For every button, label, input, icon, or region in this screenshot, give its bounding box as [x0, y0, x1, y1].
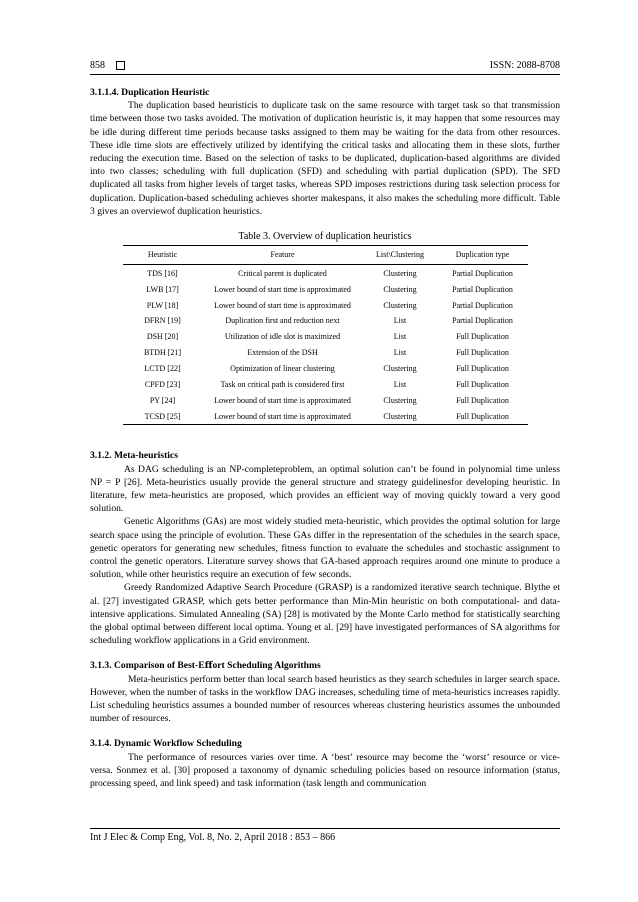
footer-citation: Int J Elec & Comp Eng, Vol. 8, No. 2, April 2018 : 853 – 866 — [90, 832, 336, 843]
page-header — [90, 60, 560, 74]
table-cell: TDS [16] — [147, 268, 178, 278]
paragraph: As DAG scheduling is an NP-completeproblem, an optimal solution can’t be found in polynomial time unless NP = P [26]. Meta-heuristics usually provide the general structure and strategy guidelinesfor developing heuristic. In literature, few meta-heuristics are proposed, which provides an efficient way of moving quickly toward a very good solution. — [90, 463, 560, 515]
page-number: 858 — [90, 60, 105, 71]
table-cell: Full Duplication — [438, 408, 528, 424]
table-cell: Clustering — [383, 395, 417, 405]
table-cell: Task on critical path is considered first — [220, 380, 345, 390]
table-cell: Clustering — [383, 300, 417, 310]
table-cell: Clustering — [383, 284, 417, 294]
table-row — [123, 265, 528, 281]
table-cell: Full Duplication — [456, 364, 509, 374]
table-cell: Duplication first and reduction next — [225, 316, 340, 326]
table-cell: Full Duplication — [456, 332, 509, 342]
table-cell: LWB [17] — [146, 284, 179, 294]
table-cell: Clustering — [363, 408, 438, 424]
section-heading-comparison: 3.1.3. Comparison of Best-Eﬀort Scheduling Algorithms — [90, 660, 321, 672]
table-cell: Optimization of linear clustering — [230, 364, 335, 374]
table-cell: Clustering — [383, 268, 417, 278]
table-cell: Lower bound of start time is approximated — [214, 300, 351, 310]
column-header: Duplication type — [438, 246, 528, 265]
table-cell: Partial Duplication — [452, 268, 513, 278]
table-cell: Extension of the DSH — [247, 348, 318, 358]
table-cell: BTDH [21] — [143, 348, 182, 358]
table-cell: CPFD [23] — [144, 380, 181, 390]
table-cell: Lower bound of start time is approximated — [214, 395, 351, 405]
table-cell: Partial Duplication — [452, 316, 513, 326]
table-cell: List — [393, 316, 407, 326]
column-header: List\Clustering — [363, 246, 438, 265]
table-row — [123, 329, 528, 345]
header-rule — [90, 74, 560, 75]
table-cell: Full Duplication — [456, 380, 509, 390]
table-cell: Lower bound of start time is approximated — [203, 408, 363, 424]
table-cell: DSH [20] — [146, 332, 179, 342]
table-cell: Lower bound of start time is approximated — [214, 284, 351, 294]
table-cell: Full Duplication — [456, 395, 509, 405]
table-cell: Clustering — [383, 364, 417, 374]
table-row — [123, 313, 528, 329]
footer-rule — [90, 828, 560, 829]
section-heading-meta-heuristics: 3.1.2. Meta-heuristics — [90, 450, 178, 462]
table-cell: Full Duplication — [456, 348, 509, 358]
paragraph: The performance of resources varies over time. A ‘best’ resource may become the ‘worst’ resource or vice-versa. Sonmez et al. [30] proposed a taxonomy of dynamic scheduling policies based on resource information (status, processing speed, and link speed) and task information (task length and communication — [90, 751, 560, 790]
paragraph: Genetic Algorithms (GAs) are most widely studied meta-heuristic, which provides the optimal solution for large search space using the principle of evolution. These GAs differ in the representation of the schedules in the search space, genetic operators for generating new schedules, fitness function to evaluate the schedules and stochastic assignment to control the genetic operators. Literature survey shows that GA-based approach requires around one minute to produce a solution, while other heuristics require an execution of few seconds. — [90, 516, 560, 581]
square-icon — [116, 61, 125, 70]
table-row — [123, 281, 528, 297]
table-row — [123, 361, 528, 377]
table-cell: List — [393, 348, 407, 358]
column-header: Feature — [203, 246, 363, 265]
table-row — [123, 377, 528, 393]
table-cell: Utilization of idle slot is maximized — [224, 332, 341, 342]
table-caption: Table 3. Overview of duplication heuristics — [238, 231, 412, 243]
paragraph: Meta-heuristics perform better than local search based heuristics as they search schedules in larger search space. However, when the number of tasks in the workflow DAG increases, scheduling time of meta-heuristics increases rapidly. List scheduling heuristics assumes a bounded number of resources whereas clustering heuristics assumes the unbounded number of resources. — [90, 673, 560, 725]
table-cell: PY [24] — [149, 395, 176, 405]
table-row — [123, 408, 528, 424]
table-cell: Critical parent is duplicated — [238, 268, 327, 278]
table-cell: TCSD [25] — [123, 408, 203, 424]
table-header-row — [123, 246, 528, 265]
page-body — [90, 86, 560, 790]
table-cell: Partial Duplication — [452, 300, 513, 310]
paragraph: The duplication based heuristicis to duplicate task on the same resource with target task so that transmission time between those two tasks avoided. The motivation of duplication heuristic is, it may happen that some resources may be idle during different time periods because tasks assigned to them may be waiting for the data from other resources. These idle time slots are effectively utilized by identifying the critical tasks and allocating them in these slots, further reducing the execution time. Based on the selection of tasks to be duplicated, duplication-based algorithms are divided into two classes; scheduling with full duplication (SFD) and scheduling with partial duplication (SPD). The SFD duplicated all tasks from higher levels of target tasks, whereas SPD imposes restrictions during task selection process for duplication. Duplication-based scheduling achieves shorter makespans, it also makes the scheduling more difficult. Table 3 gives an overviewof duplication heuristics. — [90, 100, 560, 217]
section-heading-dynamic-workflow: 3.1.4. Dynamic Workflow Scheduling — [90, 738, 242, 750]
table-cell: PLW [18] — [146, 300, 179, 310]
table-cell: List — [393, 380, 407, 390]
duplication-table — [123, 245, 528, 425]
table-cell: LCTD [22] — [144, 364, 181, 374]
table-row — [123, 297, 528, 313]
paragraph: Greedy Randomized Adaptive Search Procedure (GRASP) is a randomized iterative search technique. Blythe et al. [27] investigated GRASP, which gets better performance than Min-Min heuristic on both computational- and data-intensive applications. Simulated Annealing (SA) [28] is motivated by the Monte Carlo method for statistically searching the global optimal between different local optima. Young et al. [29] have investigated performances of SA algorithms for scheduling workflow applications in a Grid environment. — [90, 582, 560, 647]
table-cell: List — [393, 332, 407, 342]
column-header: Heuristic — [123, 246, 203, 265]
table-cell: Partial Duplication — [452, 284, 513, 294]
table-row — [123, 345, 528, 361]
section-heading-duplication: 3.1.1.4. Duplication Heuristic — [90, 87, 210, 98]
table-cell: DFRN [19] — [144, 316, 181, 326]
issn: ISSN: 2088-8708 — [489, 60, 560, 71]
table-row — [123, 393, 528, 409]
